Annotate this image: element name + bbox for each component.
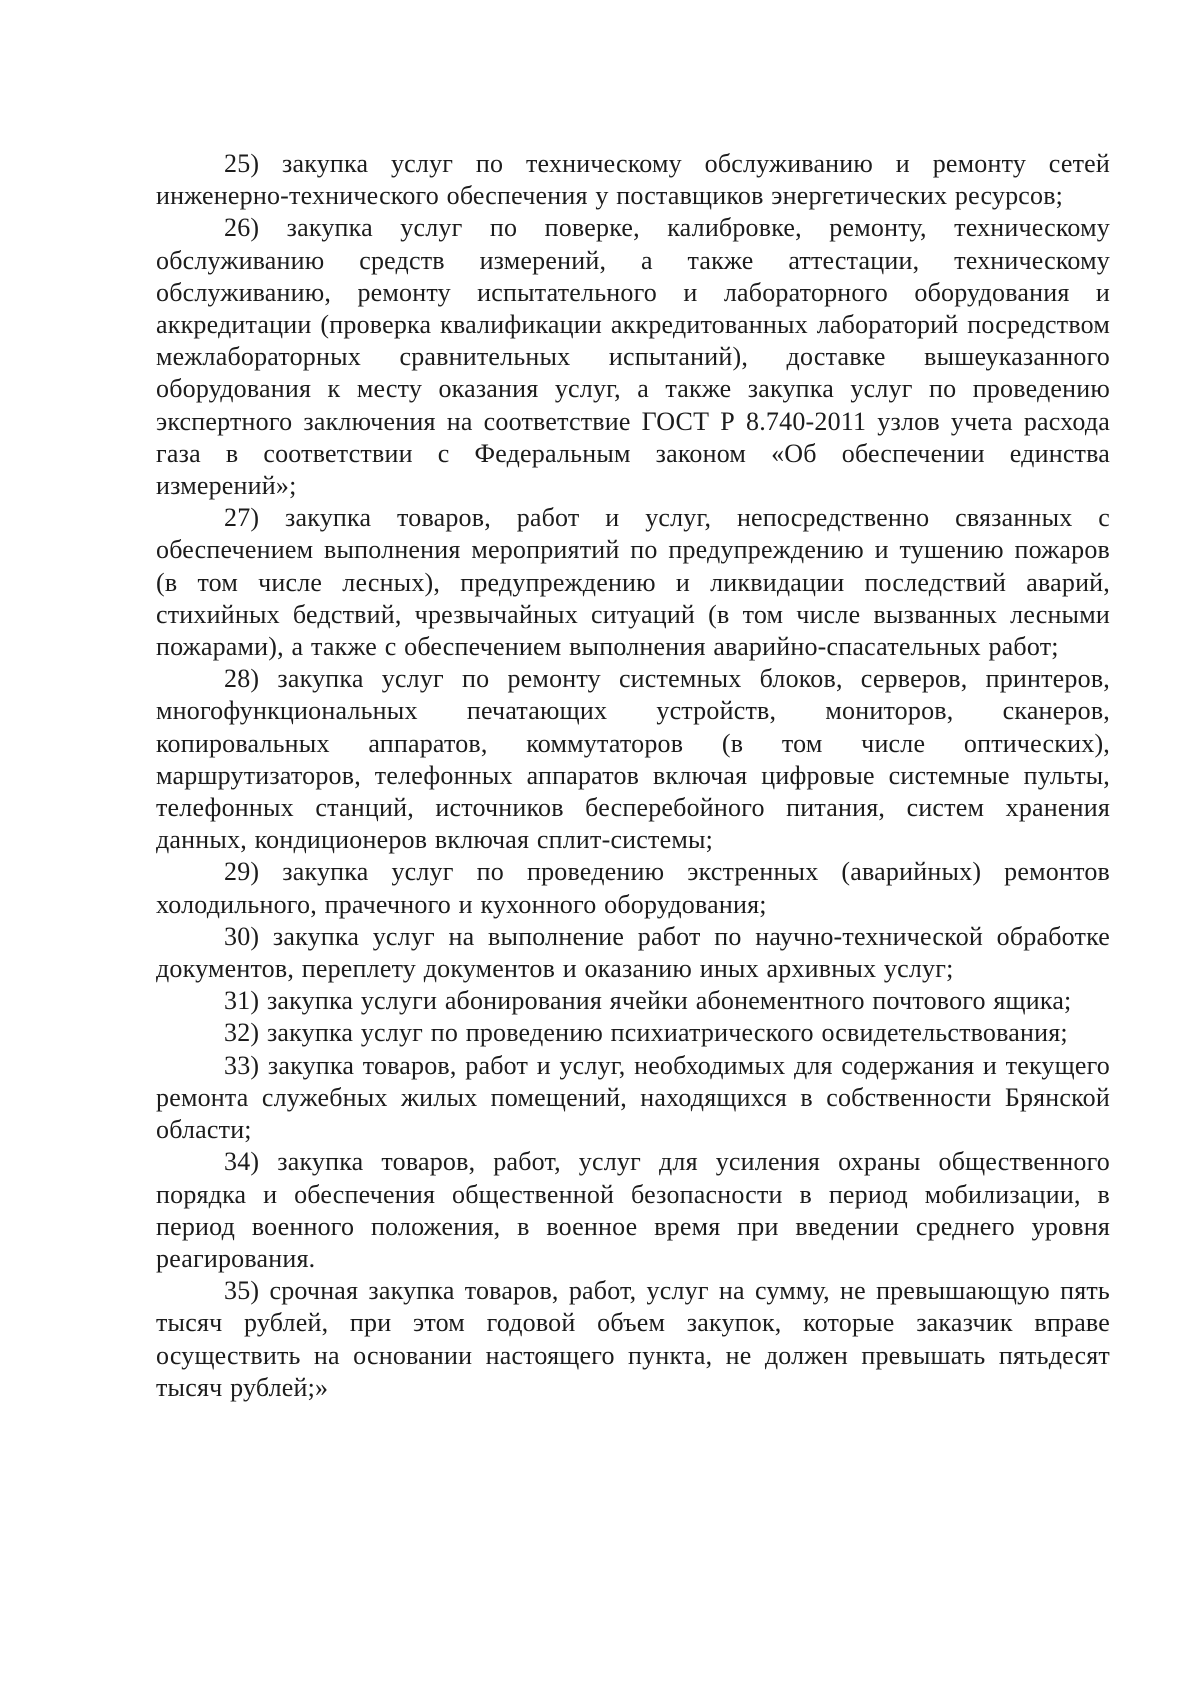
list-item-30: 30) закупка услуг на выполнение работ по научно-технической обработке документов, переплету документов и оказанию иных архивных услуг; (156, 921, 1110, 984)
list-item-34: 34) закупка товаров, работ, услуг для усиления охраны общественного порядка и обеспечения общественной безопасности в период мобилизации, в период военного положения, в военное время при введении среднего уровня реагирования. (156, 1147, 1110, 1273)
list-item-27: 27) закупка товаров, работ и услуг, непосредственно связанных с обеспечением выполнения мероприятий по предупреждению и тушению пожаров (в том числе лесных), предупреждению и ликвидации последствий аварий, стихийных бедствий, чрезвычайных ситуаций (в том числе вызванных лесными пожарами), а также с обеспечением выполнения аварийно-спасательных работ; (156, 503, 1110, 662)
list-item-32: 32) закупка услуг по проведению психиатрического освидетельствования; (224, 1018, 1068, 1048)
list-item-33: 33) закупка товаров, работ и услуг, необходимых для содержания и текущего ремонта служебных жилых помещений, находящихся в собственности Брянской области; (156, 1050, 1110, 1145)
list-item-31: 31) закупка услуги абонирования ячейки абонементного почтового ящика; (224, 986, 1072, 1016)
list-item-26: 26) закупка услуг по поверке, калибровке, ремонту, техническому обслуживанию средств измерений, а также аттестации, техническому обслуживанию, ремонту испытательного и лабораторного оборудования и аккредитации (проверка квалификации аккредитованных лабораторий посредством межлабораторных сравнительных испытаний), доставке вышеуказанного оборудования к месту оказания услуг, а также закупка услуг по проведению экспертного заключения на соответствие ГОСТ Р 8.740-2011 узлов учета расхода газа в соответствии с Федеральным законом «Об обеспечении единства измерений»; (156, 213, 1110, 501)
document-body (156, 148, 1110, 1404)
list-item-35: 35) срочная закупка товаров, работ, услуг на сумму, не превышающую пять тысяч рублей, при этом годовой объем закупок, которые заказчик вправе осуществить на основании настоящего пункта, не должен превышать пятьдесят тысяч рублей;» (156, 1276, 1110, 1402)
list-item-29: 29) закупка услуг по проведению экстренных (аварийных) ремонтов холодильного, прачечного и кухонного оборудования; (156, 857, 1110, 919)
list-item-25: 25) закупка услуг по техническому обслуживанию и ремонту сетей инженерно-технического обеспечения у поставщиков энергетических ресурсов; (156, 149, 1110, 211)
list-item-28: 28) закупка услуг по ремонту системных блоков, серверов, принтеров, многофункциональных печатающих устройств, мониторов, сканеров, копировальных аппаратов, коммутаторов (в том числе оптических), маршрутизаторов, телефонных аппаратов включая цифровые системные пульты, телефонных станций, источников бесперебойного питания, систем хранения данных, кондиционеров включая сплит-системы; (156, 664, 1110, 855)
